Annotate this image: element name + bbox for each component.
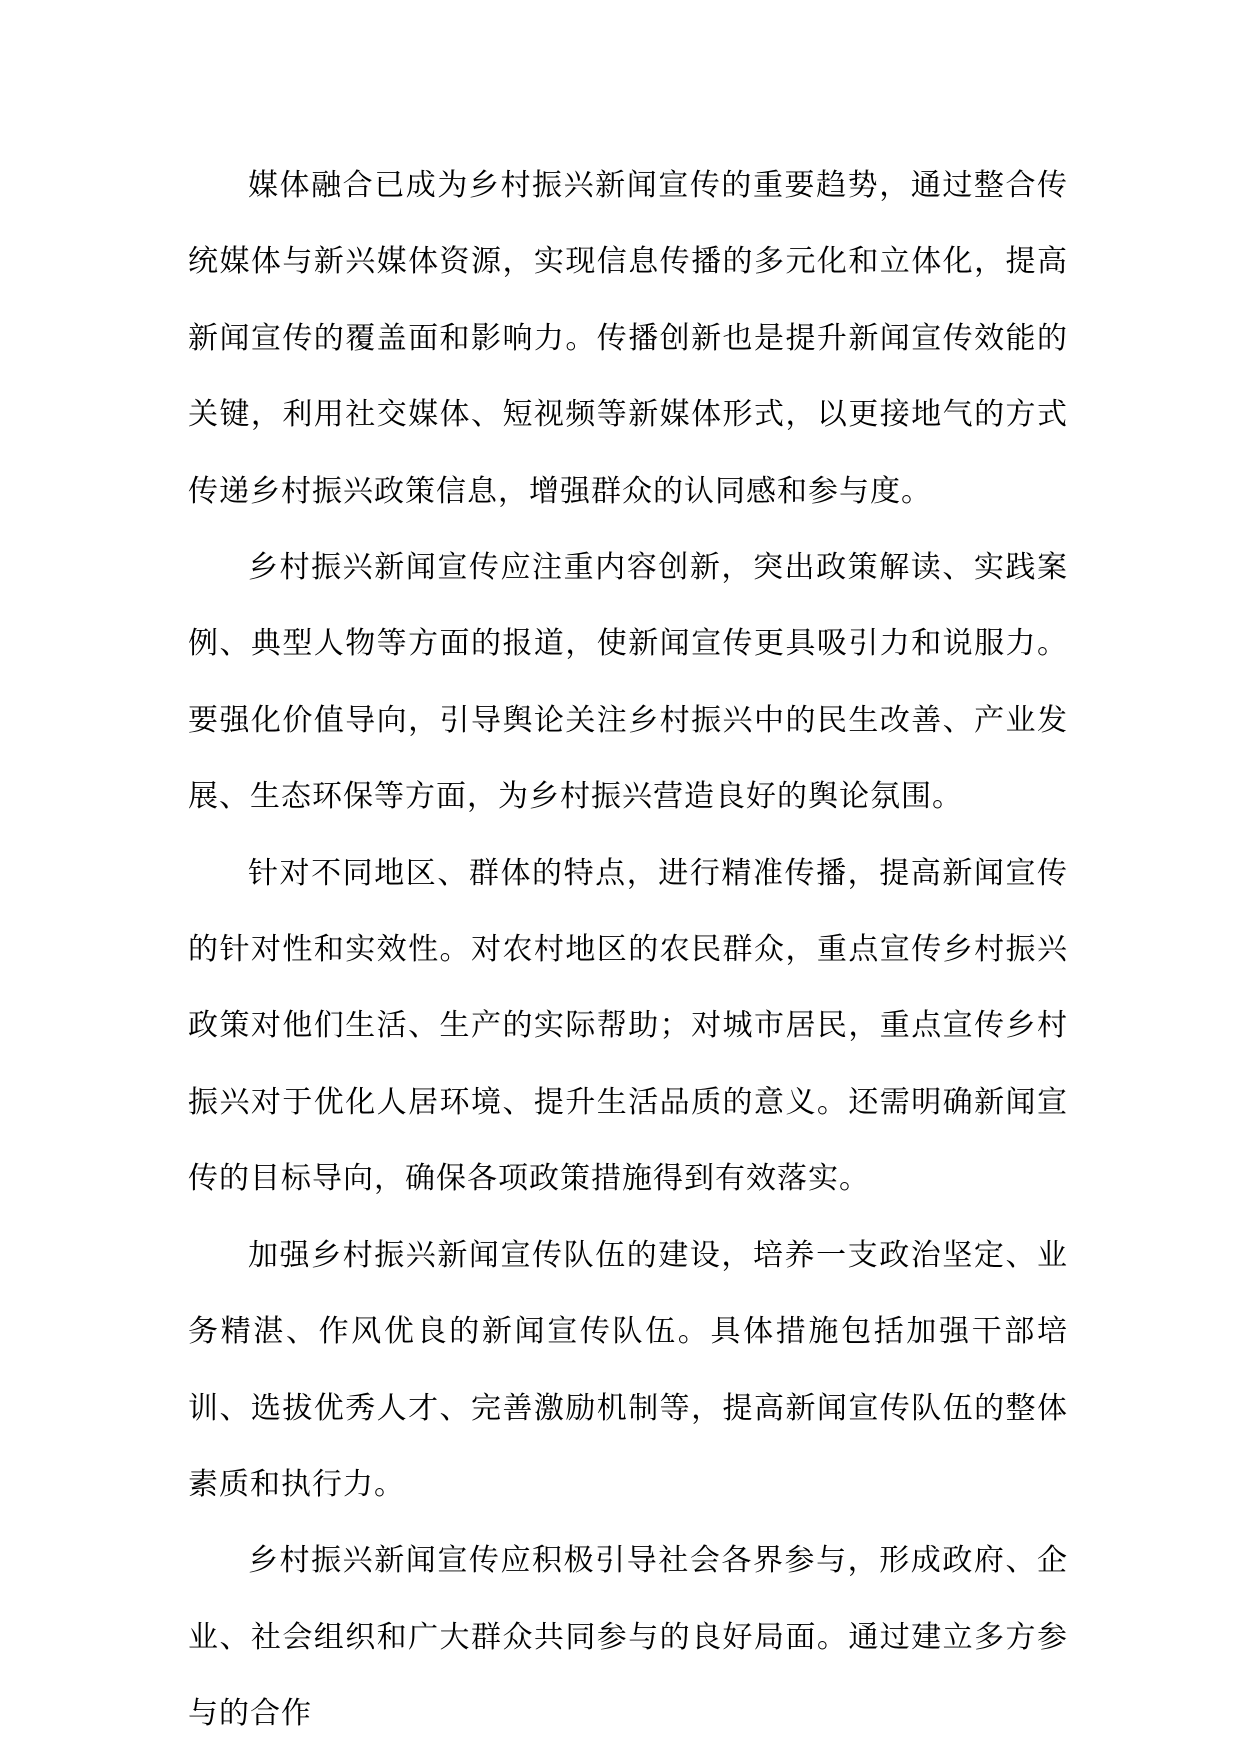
paragraph-team-building: 加强乡村振兴新闻宣传队伍的建设，培养一支政治坚定、业务精湛、作风优良的新闻宣传队伍。具体措施包括加强干部培训、选拔优秀人才、完善激励机制等，提高新闻宣传队伍的整体素质和执行力。 xyxy=(188,1237,1068,1502)
paragraph-precise-communication: 针对不同地区、群体的特点，进行精准传播，提高新闻宣传的针对性和实效性。对农村地区的农民群众，重点宣传乡村振兴政策对他们生活、生产的实际帮助；对城市居民，重点宣传乡村振兴对于优化人居环境、提升生活品质的意义。还需明确新闻宣传的目标导向，确保各项政策措施得到有效落实。 xyxy=(188,855,1068,1197)
paragraph-media-fusion: 媒体融合已成为乡村振兴新闻宣传的重要趋势，通过整合传统媒体与新兴媒体资源，实现信息传播的多元化和立体化，提高新闻宣传的覆盖面和影响力。传播创新也是提升新闻宣传效能的关键，利用社交媒体、短视频等新媒体形式，以更接地气的方式传递乡村振兴政策信息，增强群众的认同感和参与度。 xyxy=(188,168,1068,509)
paragraph-content-innovation: 乡村振兴新闻宣传应注重内容创新，突出政策解读、实践案例、典型人物等方面的报道，使新闻宣传更具吸引力和说服力。要强化价值导向，引导舆论关注乡村振兴中的民生改善、产业发展、生态环保等方面，为乡村振兴营造良好的舆论氛围。 xyxy=(188,550,1068,815)
document-body xyxy=(188,148,1068,1753)
paragraph-social-participation: 乡村振兴新闻宣传应积极引导社会各界参与，形成政府、企业、社会组织和广大群众共同参与的良好局面。通过建立多方参与的合作 xyxy=(188,1543,1068,1732)
